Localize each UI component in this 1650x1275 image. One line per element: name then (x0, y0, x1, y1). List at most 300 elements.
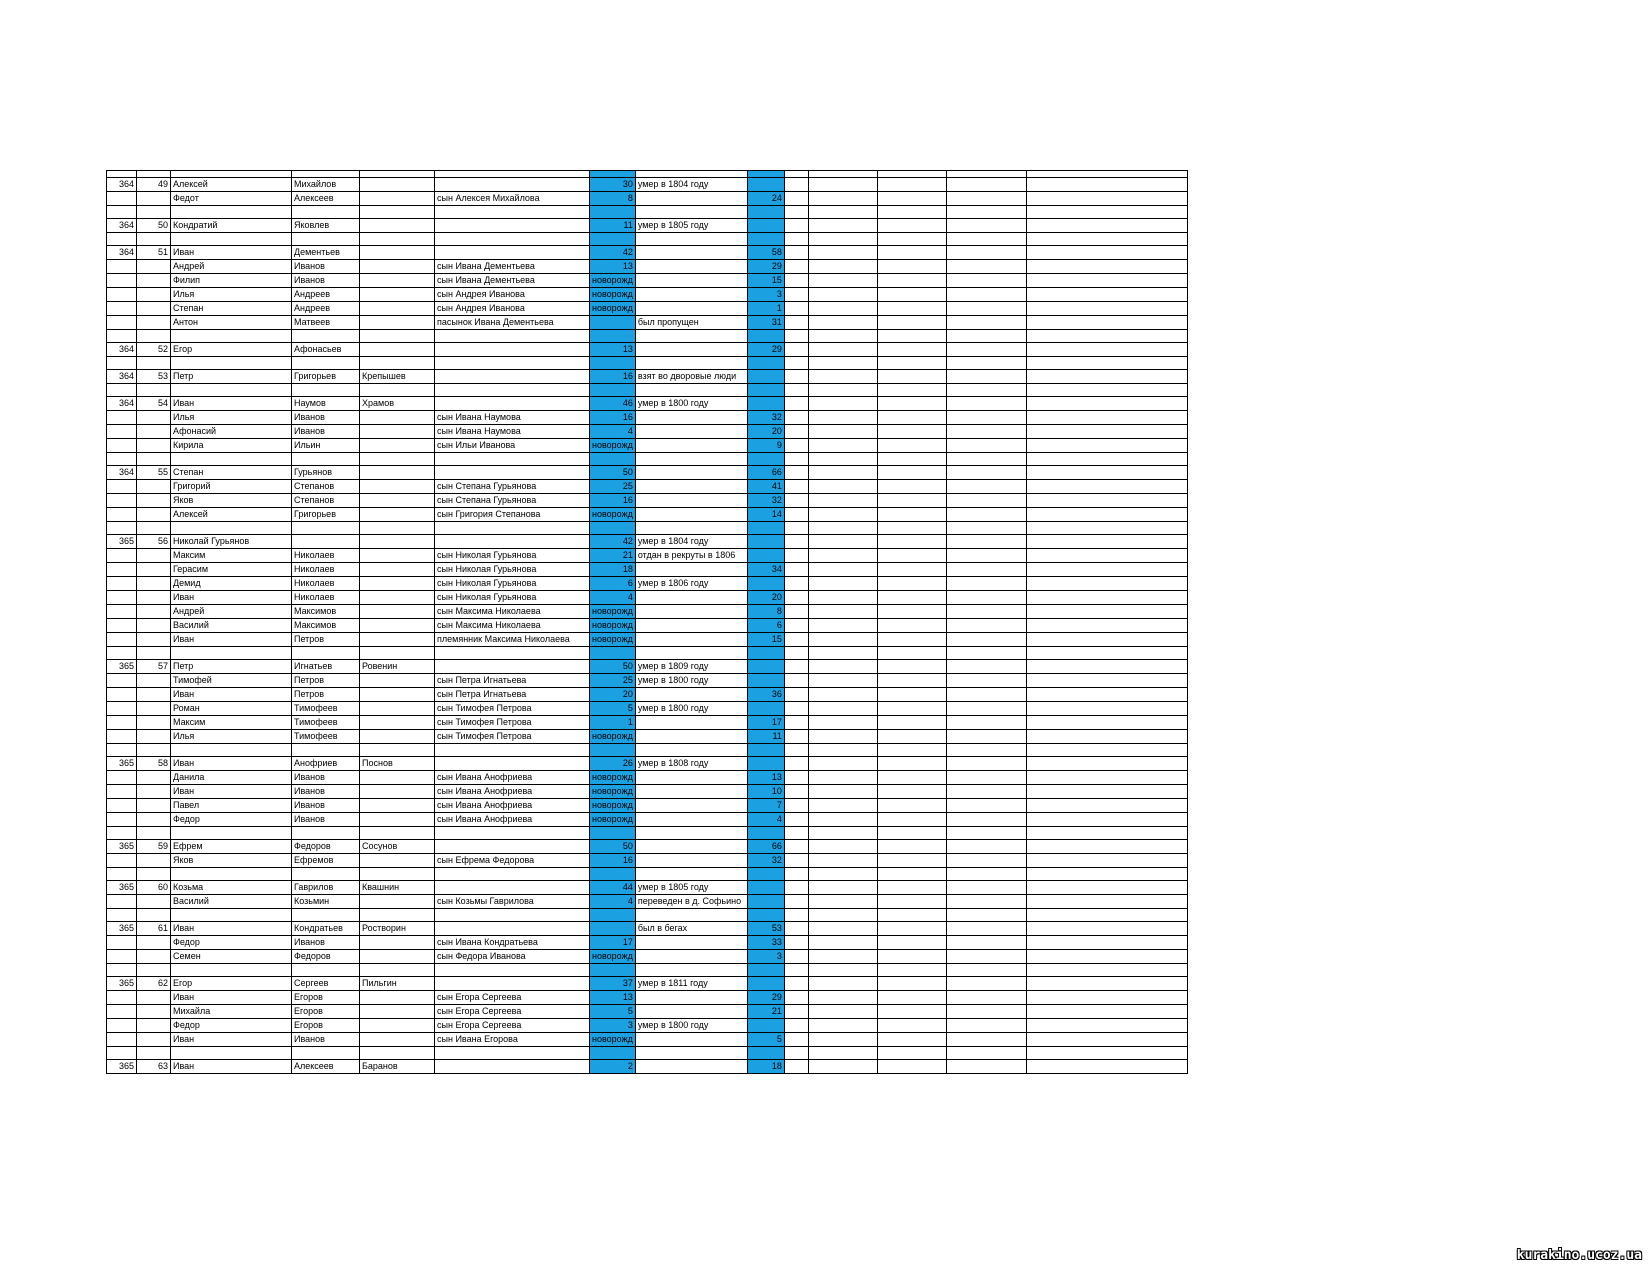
note-cell (635, 466, 747, 480)
empty-cell (808, 397, 877, 411)
empty-cell (808, 895, 877, 909)
surname-cell (360, 936, 435, 950)
patronymic-cell: Иванов (292, 785, 360, 799)
note-cell (635, 909, 747, 922)
empty-cell (946, 316, 1026, 330)
surname-cell (360, 316, 435, 330)
age-2-cell (747, 674, 784, 688)
empty-cell (784, 716, 808, 730)
table-row (107, 549, 1188, 563)
relation-cell: сын Ивана Анофриева (435, 771, 590, 785)
relation-cell: сын Николая Гурьянова (435, 563, 590, 577)
age-1-cell: новорожд (590, 785, 636, 799)
note-cell (635, 744, 747, 757)
relation-cell (435, 397, 590, 411)
empty-cell (1026, 246, 1187, 260)
empty-cell (784, 688, 808, 702)
patronymic-cell: Яковлев (292, 219, 360, 233)
table-row (107, 757, 1188, 771)
given-name-cell (171, 909, 292, 922)
empty-cell (784, 950, 808, 964)
empty-cell (946, 1060, 1026, 1074)
empty-cell (784, 316, 808, 330)
household-number-cell (137, 192, 171, 206)
empty-cell (784, 1005, 808, 1019)
surname-cell (360, 909, 435, 922)
relation-cell (435, 922, 590, 936)
relation-cell (435, 660, 590, 674)
empty-cell (784, 854, 808, 868)
empty-cell (1026, 950, 1187, 964)
relation-cell (435, 827, 590, 840)
household-number-cell (137, 260, 171, 274)
relation-cell (435, 330, 590, 343)
note-cell: умер в 1805 году (635, 881, 747, 895)
relation-cell: сын Егора Сергеева (435, 991, 590, 1005)
age-1-cell: 44 (590, 881, 636, 895)
empty-cell (808, 1033, 877, 1047)
age-2-cell (747, 453, 784, 466)
patronymic-cell: Кондратьев (292, 922, 360, 936)
age-1-cell (590, 868, 636, 881)
empty-cell (808, 840, 877, 854)
empty-cell (946, 192, 1026, 206)
age-2-cell (747, 977, 784, 991)
empty-cell (784, 1033, 808, 1047)
patronymic-cell: Петров (292, 674, 360, 688)
empty-cell (784, 591, 808, 605)
table-row (107, 397, 1188, 411)
age-2-cell (747, 909, 784, 922)
age-2-cell: 31 (747, 316, 784, 330)
age-1-cell: 5 (590, 702, 636, 716)
empty-cell (946, 549, 1026, 563)
relation-cell: сын Ивана Дементьева (435, 274, 590, 288)
empty-cell (808, 425, 877, 439)
empty-cell (808, 508, 877, 522)
table-row (107, 909, 1188, 922)
empty-cell (946, 633, 1026, 647)
table-row (107, 1047, 1188, 1060)
empty-cell (946, 605, 1026, 619)
empty-cell (1026, 716, 1187, 730)
empty-cell (877, 563, 946, 577)
household-number-cell (137, 274, 171, 288)
table-row (107, 936, 1188, 950)
page-number-cell (107, 591, 137, 605)
table-row (107, 192, 1188, 206)
age-1-cell (590, 233, 636, 246)
empty-cell (784, 619, 808, 633)
given-name-cell: Степан (171, 302, 292, 316)
relation-cell (435, 744, 590, 757)
empty-cell (784, 563, 808, 577)
empty-cell (946, 688, 1026, 702)
patronymic-cell (292, 522, 360, 535)
table-row (107, 702, 1188, 716)
empty-cell (946, 343, 1026, 357)
age-1-cell (590, 453, 636, 466)
empty-cell (877, 577, 946, 591)
empty-cell (946, 799, 1026, 813)
empty-cell (877, 688, 946, 702)
note-cell: отдан в рекруты в 1806 (635, 549, 747, 563)
page-number-cell: 365 (107, 840, 137, 854)
empty-cell (1026, 827, 1187, 840)
age-1-cell: 25 (590, 674, 636, 688)
patronymic-cell: Григорьев (292, 370, 360, 384)
empty-cell (808, 411, 877, 425)
given-name-cell: Андрей (171, 260, 292, 274)
age-2-cell: 7 (747, 799, 784, 813)
patronymic-cell: Максимов (292, 605, 360, 619)
empty-cell (808, 178, 877, 192)
patronymic-cell: Петров (292, 633, 360, 647)
age-2-cell (747, 522, 784, 535)
given-name-cell: Егор (171, 977, 292, 991)
surname-cell (360, 246, 435, 260)
table-row (107, 206, 1188, 219)
empty-cell (1026, 633, 1187, 647)
given-name-cell: Федот (171, 192, 292, 206)
empty-cell (946, 909, 1026, 922)
note-cell (635, 799, 747, 813)
relation-cell (435, 246, 590, 260)
patronymic-cell: Иванов (292, 799, 360, 813)
page-number-cell (107, 647, 137, 660)
surname-cell (360, 785, 435, 799)
relation-cell (435, 357, 590, 370)
age-1-cell (590, 744, 636, 757)
empty-cell (784, 813, 808, 827)
table-row (107, 439, 1188, 453)
patronymic-cell: Федоров (292, 840, 360, 854)
empty-cell (808, 922, 877, 936)
empty-cell (1026, 964, 1187, 977)
page-number-cell (107, 674, 137, 688)
empty-cell (946, 674, 1026, 688)
patronymic-cell: Иванов (292, 771, 360, 785)
empty-cell (946, 219, 1026, 233)
note-cell (635, 439, 747, 453)
empty-cell (784, 397, 808, 411)
patronymic-cell: Николаев (292, 577, 360, 591)
empty-cell (808, 785, 877, 799)
given-name-cell: Григорий (171, 480, 292, 494)
age-2-cell (747, 535, 784, 549)
patronymic-cell: Николаев (292, 591, 360, 605)
note-cell (635, 522, 747, 535)
age-2-cell (747, 219, 784, 233)
table-row (107, 357, 1188, 370)
age-1-cell (590, 330, 636, 343)
patronymic-cell (292, 744, 360, 757)
empty-cell (1026, 647, 1187, 660)
given-name-cell: Андрей (171, 605, 292, 619)
empty-cell (1026, 868, 1187, 881)
age-1-cell (590, 827, 636, 840)
table-row (107, 330, 1188, 343)
table-row (107, 288, 1188, 302)
table-row (107, 246, 1188, 260)
patronymic-cell: Николаев (292, 549, 360, 563)
page-number-cell: 364 (107, 466, 137, 480)
table-row (107, 480, 1188, 494)
patronymic-cell: Анофриев (292, 757, 360, 771)
empty-cell (946, 854, 1026, 868)
empty-cell (877, 977, 946, 991)
patronymic-cell: Степанов (292, 494, 360, 508)
note-cell (635, 330, 747, 343)
household-number-cell (137, 549, 171, 563)
empty-cell (877, 950, 946, 964)
empty-cell (877, 494, 946, 508)
age-2-cell (747, 881, 784, 895)
age-1-cell: 4 (590, 895, 636, 909)
header-spacer-row (107, 171, 1188, 178)
given-name-cell: Демид (171, 577, 292, 591)
page-number-cell: 365 (107, 922, 137, 936)
note-cell (635, 936, 747, 950)
table-row (107, 494, 1188, 508)
age-2-cell (747, 827, 784, 840)
empty-cell (1026, 660, 1187, 674)
empty-cell (1026, 688, 1187, 702)
empty-cell (808, 494, 877, 508)
note-cell (635, 1005, 747, 1019)
empty-cell (946, 936, 1026, 950)
surname-cell (360, 260, 435, 274)
empty-cell (877, 453, 946, 466)
note-cell: умер в 1800 году (635, 674, 747, 688)
surname-cell (360, 494, 435, 508)
relation-cell: сын Ильи Иванова (435, 439, 590, 453)
page-number-cell (107, 384, 137, 397)
household-number-cell (137, 508, 171, 522)
empty-cell (1026, 233, 1187, 246)
page-number-cell (107, 192, 137, 206)
empty-cell (1026, 288, 1187, 302)
empty-cell (1026, 744, 1187, 757)
empty-cell (1026, 730, 1187, 744)
age-1-cell (590, 909, 636, 922)
empty-cell (1026, 535, 1187, 549)
empty-cell (877, 744, 946, 757)
empty-cell (877, 633, 946, 647)
age-1-cell: новорожд (590, 771, 636, 785)
relation-cell (435, 909, 590, 922)
surname-cell (360, 425, 435, 439)
empty-cell (877, 206, 946, 219)
table-row (107, 840, 1188, 854)
empty-cell (946, 922, 1026, 936)
empty-cell (946, 840, 1026, 854)
empty-cell (946, 233, 1026, 246)
empty-cell (877, 840, 946, 854)
empty-cell (877, 799, 946, 813)
household-number-cell (137, 302, 171, 316)
empty-cell (784, 660, 808, 674)
empty-cell (946, 1005, 1026, 1019)
note-cell (635, 950, 747, 964)
age-1-cell: 16 (590, 411, 636, 425)
empty-cell (1026, 977, 1187, 991)
household-number-cell (137, 233, 171, 246)
page-number-cell (107, 288, 137, 302)
age-1-cell: новорожд (590, 288, 636, 302)
empty-cell (946, 1047, 1026, 1060)
page-number-cell (107, 1019, 137, 1033)
note-cell (635, 785, 747, 799)
age-2-cell (747, 660, 784, 674)
page-number-cell (107, 1005, 137, 1019)
table-row (107, 302, 1188, 316)
age-2-cell: 4 (747, 813, 784, 827)
age-1-cell: 16 (590, 854, 636, 868)
note-cell (635, 827, 747, 840)
empty-cell (1026, 1060, 1187, 1074)
surname-cell (360, 854, 435, 868)
empty-cell (808, 716, 877, 730)
given-name-cell (171, 522, 292, 535)
empty-cell (1026, 411, 1187, 425)
page-number-cell (107, 508, 137, 522)
page-number-cell (107, 316, 137, 330)
relation-cell (435, 868, 590, 881)
table-row (107, 1060, 1188, 1074)
given-name-cell: Иван (171, 757, 292, 771)
age-1-cell (590, 1047, 636, 1060)
given-name-cell: Иван (171, 397, 292, 411)
age-2-cell: 15 (747, 633, 784, 647)
age-2-cell: 10 (747, 785, 784, 799)
empty-cell (946, 771, 1026, 785)
relation-cell: пасынок Ивана Дементьева (435, 316, 590, 330)
empty-cell (808, 744, 877, 757)
page-number-cell (107, 233, 137, 246)
empty-cell (1026, 425, 1187, 439)
empty-cell (784, 1047, 808, 1060)
note-cell (635, 343, 747, 357)
household-number-cell (137, 316, 171, 330)
note-cell: взят во дворовые люди (635, 370, 747, 384)
empty-cell (1026, 674, 1187, 688)
age-2-cell: 33 (747, 936, 784, 950)
age-2-cell (747, 178, 784, 192)
patronymic-cell: Алексеев (292, 192, 360, 206)
empty-cell (877, 909, 946, 922)
empty-cell (784, 1019, 808, 1033)
household-number-cell (137, 494, 171, 508)
empty-cell (946, 660, 1026, 674)
table-row (107, 730, 1188, 744)
empty-cell (784, 425, 808, 439)
empty-cell (946, 977, 1026, 991)
empty-cell (877, 1060, 946, 1074)
age-2-cell: 8 (747, 605, 784, 619)
page-number-cell: 364 (107, 246, 137, 260)
given-name-cell: Иван (171, 246, 292, 260)
age-2-cell (747, 357, 784, 370)
empty-cell (877, 219, 946, 233)
relation-cell: сын Николая Гурьянова (435, 549, 590, 563)
empty-cell (808, 730, 877, 744)
age-2-cell (747, 206, 784, 219)
table-row (107, 895, 1188, 909)
given-name-cell: Алексей (171, 508, 292, 522)
age-1-cell: 17 (590, 936, 636, 950)
age-1-cell: новорожд (590, 950, 636, 964)
empty-cell (1026, 439, 1187, 453)
note-cell (635, 605, 747, 619)
empty-cell (784, 246, 808, 260)
household-number-cell (137, 895, 171, 909)
household-number-cell: 63 (137, 1060, 171, 1074)
empty-cell (877, 605, 946, 619)
empty-cell (877, 411, 946, 425)
given-name-cell: Василий (171, 895, 292, 909)
empty-cell (877, 425, 946, 439)
empty-cell (1026, 397, 1187, 411)
surname-cell (360, 302, 435, 316)
empty-cell (808, 466, 877, 480)
age-1-cell: 50 (590, 840, 636, 854)
note-cell (635, 563, 747, 577)
empty-cell (808, 619, 877, 633)
surname-cell: Ростворин (360, 922, 435, 936)
page-number-cell (107, 357, 137, 370)
empty-cell (784, 799, 808, 813)
given-name-cell: Павел (171, 799, 292, 813)
patronymic-cell (292, 1047, 360, 1060)
surname-cell (360, 771, 435, 785)
age-1-cell: новорожд (590, 619, 636, 633)
empty-cell (946, 757, 1026, 771)
empty-cell (1026, 343, 1187, 357)
household-number-cell (137, 964, 171, 977)
page-number-cell (107, 964, 137, 977)
age-2-cell (747, 868, 784, 881)
given-name-cell: Яков (171, 494, 292, 508)
empty-cell (1026, 1047, 1187, 1060)
table-row (107, 977, 1188, 991)
age-1-cell: новорожд (590, 633, 636, 647)
given-name-cell: Илья (171, 288, 292, 302)
empty-cell (877, 702, 946, 716)
relation-cell: сын Степана Гурьянова (435, 494, 590, 508)
surname-cell: Крепышев (360, 370, 435, 384)
age-2-cell: 66 (747, 466, 784, 480)
empty-cell (946, 439, 1026, 453)
empty-cell (808, 439, 877, 453)
empty-cell (946, 868, 1026, 881)
empty-cell (784, 977, 808, 991)
household-number-cell (137, 330, 171, 343)
surname-cell (360, 591, 435, 605)
empty-cell (808, 302, 877, 316)
given-name-cell: Яков (171, 854, 292, 868)
given-name-cell (171, 357, 292, 370)
empty-cell (808, 827, 877, 840)
empty-cell (877, 1047, 946, 1060)
age-2-cell: 20 (747, 591, 784, 605)
empty-cell (1026, 991, 1187, 1005)
table-row (107, 827, 1188, 840)
empty-cell (808, 1005, 877, 1019)
note-cell (635, 425, 747, 439)
given-name-cell: Данила (171, 771, 292, 785)
empty-cell (808, 480, 877, 494)
